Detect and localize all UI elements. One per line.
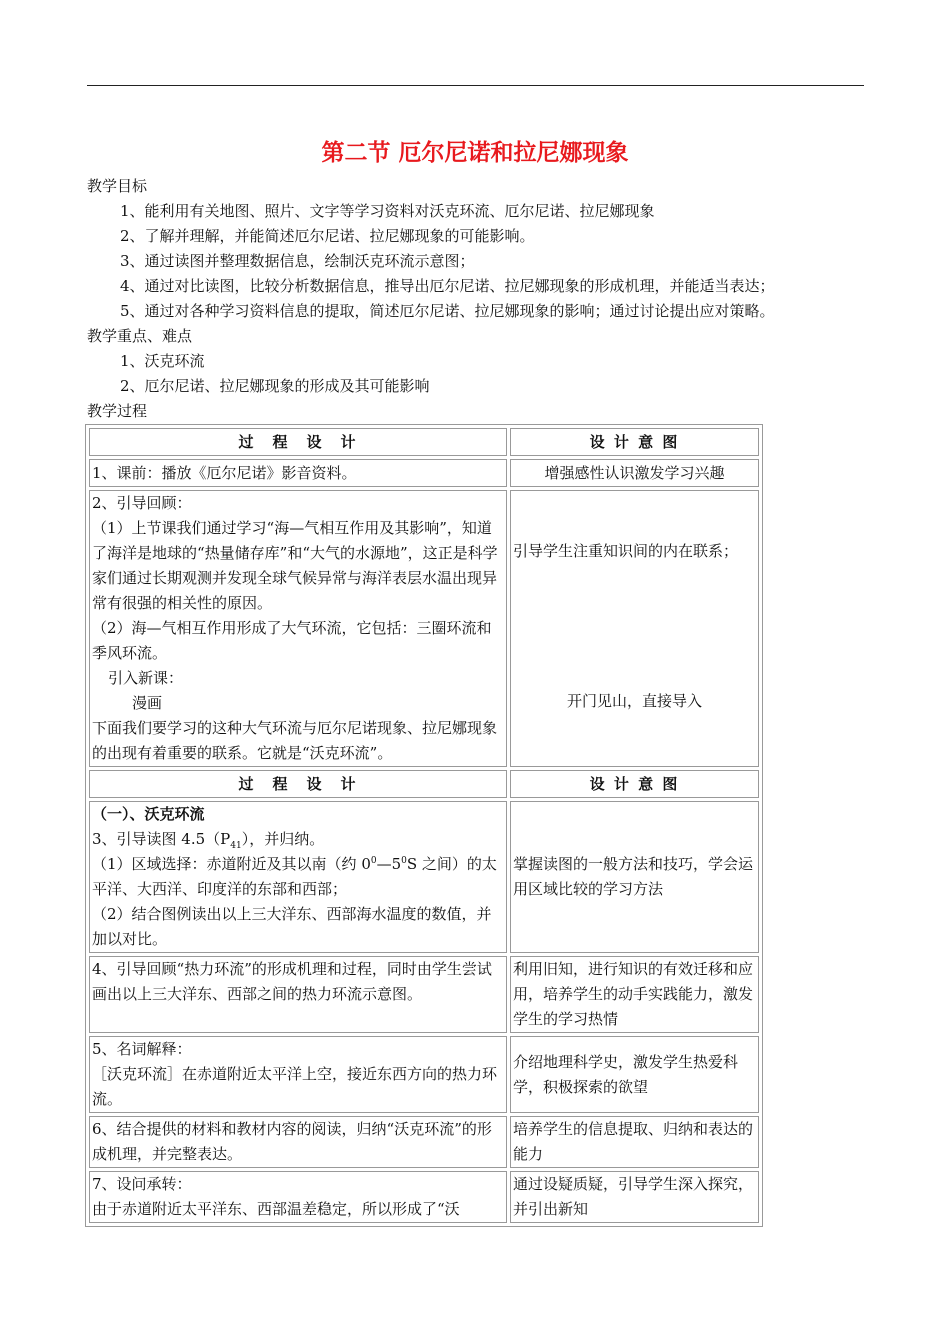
cell-design [89, 1036, 507, 1113]
key-point-item: 1、沃克环流 [120, 352, 205, 370]
text-paragraph [92, 852, 504, 902]
table-row [89, 1036, 759, 1113]
text-line: 由于赤道附近太平洋东、西部温差稳定，所以形成了“沃 [92, 1200, 460, 1218]
text-paragraph: （2）结合图例读出以上三大洋东、西部海水温度的数值，并加以对比。 [92, 905, 492, 948]
header-cell-intent: 设 计 意 图 [510, 428, 759, 456]
cell-intent: 掌握读图的一般方法和技巧，学会运用区域比较的学习方法 [510, 801, 759, 953]
cell-design [89, 1171, 507, 1223]
text-paragraph: （2）海—气相互作用形成了大气环流，它包括：三圈环流和季风环流。 [92, 619, 492, 662]
objective-item: 5、通过对各种学习资料信息的提取，简述厄尔尼诺、拉尼娜现象的影响；通过讨论提出应对策略。 [120, 302, 775, 320]
cell-intent: 通过设疑质疑，引导学生深入探究，并引出新知 [510, 1171, 759, 1223]
cell-intent: 介绍地理科学史，激发学生热爱科学，积极探索的欲望 [510, 1036, 759, 1113]
text-run: —5 [376, 855, 402, 873]
process-heading: 教学过程 [87, 402, 148, 420]
subscript: 41 [230, 841, 242, 851]
key-point-item: 2、厄尔尼诺、拉尼娜现象的形成及其可能影响 [120, 377, 430, 395]
superscript: 0 [370, 856, 377, 866]
objective-item: 4、通过对比读图，比较分析数据信息，推导出厄尔尼诺、拉尼娜现象的形成机理，并能适当表达； [120, 277, 775, 295]
text-run: S 之间）的太平洋、大西洋、印度洋的东部和西部； [92, 855, 497, 898]
text-line: 5、名词解释： [92, 1040, 192, 1058]
header-rule [87, 85, 864, 86]
text-run: 3、引导读图 4.5（P [92, 830, 231, 848]
table-row [89, 801, 759, 953]
superscript: 0 [401, 856, 407, 866]
objective-item: 1、能利用有关地图、照片、文字等学习资料对沃克环流、厄尔尼诺、拉尼娜现象 [120, 202, 655, 220]
text-run: ），并归纳。 [241, 830, 325, 848]
text-line: 引导学生注重知识间的内在联系； [513, 542, 739, 560]
cell-design [89, 490, 507, 767]
header-cell-intent: 设 计 意 图 [510, 770, 759, 798]
cell-design: 1、课前：播放《厄尔尼诺》影音资料。 [89, 459, 507, 487]
table-header-row [89, 428, 759, 456]
text-paragraph: ［沃克环流］在赤道附近太平洋上空，接近东西方向的热力环流。 [92, 1065, 498, 1108]
table-row [89, 1171, 759, 1223]
text-paragraph: （1）上节课我们通过学习“海—气相互作用及其影响”，知道了海洋是地球的“热量储存库”和“大气的水源地”，这正是科学家们通过长期观测并发现全球气候异常与海洋表层水温出现异常有很强的相关性的原因。 [92, 519, 498, 612]
section-heading: （一）、沃克环流 [92, 805, 205, 823]
text-line: 引入新课： [108, 669, 184, 687]
cell-design [89, 801, 507, 953]
table-row [89, 490, 759, 767]
text-line: 7、设问承转： [92, 1175, 192, 1193]
cell-design: 4、引导回顾“热力环流”的形成机理和过程，同时由学生尝试画出以上三大洋东、西部之间的热力环流示意图。 [89, 956, 507, 1033]
text-line: 漫画 [132, 694, 163, 712]
cell-intent: 增强感性认识激发学习兴趣 [510, 459, 759, 487]
cell-intent [510, 490, 759, 767]
process-table [85, 424, 763, 1227]
table-header-row [89, 770, 759, 798]
objective-item: 2、了解并理解，并能简述厄尔尼诺、拉尼娜现象的可能影响。 [120, 227, 535, 245]
table-row [89, 459, 759, 487]
table-row [89, 956, 759, 1033]
page-title: 第二节 厄尔尼诺和拉尼娜现象 [321, 140, 629, 166]
table-row [89, 1116, 759, 1168]
cell-intent: 利用旧知，进行知识的有效迁移和应用，培养学生的动手实践能力，激发学生的学习热情 [510, 956, 759, 1033]
text-run: （1）区域选择：赤道附近及其以南（约 0 [92, 855, 371, 873]
text-paragraph: 下面我们要学习的这种大气环流与厄尔尼诺现象、拉尼娜现象的出现有着重要的联系。它就是“沃克环流”。 [92, 719, 498, 762]
objective-item: 3、通过读图并整理数据信息，绘制沃克环流示意图； [120, 252, 475, 270]
cell-design: 6、结合提供的材料和教材内容的阅读，归纳“沃克环流”的形成机理，并完整表达。 [89, 1116, 507, 1168]
objectives-heading: 教学目标 [87, 177, 148, 195]
key-points-heading: 教学重点、难点 [87, 327, 193, 345]
text-line [92, 827, 504, 852]
header-cell-design: 过 程 设 计 [89, 770, 507, 798]
text-line: 2、引导回顾： [92, 494, 192, 512]
cell-intent: 培养学生的信息提取、归纳和表达的能力 [510, 1116, 759, 1168]
header-cell-design: 过 程 设 计 [89, 428, 507, 456]
text-line: 开门见山，直接导入 [566, 692, 702, 710]
